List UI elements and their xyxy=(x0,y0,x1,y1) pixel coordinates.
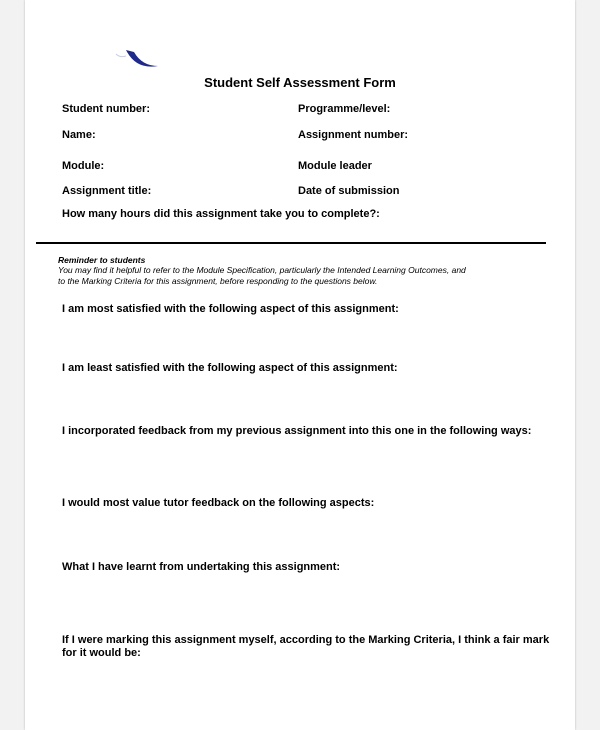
hours-question: How many hours did this assignment take you to complete?: xyxy=(62,208,380,220)
section-divider xyxy=(36,242,546,244)
reminder-heading: Reminder to students xyxy=(58,255,146,265)
module-leader-label: Module leader xyxy=(298,160,372,172)
question-least-satisfied: I am least satisfied with the following aspect of this assignment: xyxy=(62,362,398,374)
question-learnt: What I have learnt from undertaking this assignment: xyxy=(62,561,341,573)
student-number-label: Student number: xyxy=(62,103,150,115)
question-fair-mark: If I were marking this assignment myself, according to the Marking Criteria, I think a fair mark for it would be: xyxy=(62,634,550,659)
programme-level-label: Programme/level: xyxy=(298,103,391,115)
form-title: Student Self Assessment Form xyxy=(204,75,396,90)
reminder-line-1: You may find it helpful to refer to the Module Specification, particularly the Intended Learning Outcomes, and xyxy=(58,265,466,275)
reminder-line-2: to the Marking Criteria for this assignment, before responding to the questions below. xyxy=(58,275,378,286)
assignment-number-label: Assignment number: xyxy=(298,129,409,141)
module-label: Module: xyxy=(62,160,105,172)
date-of-submission-label: Date of submission xyxy=(298,185,400,197)
logo-swoosh-icon xyxy=(86,36,166,76)
question-value-feedback: I would most value tutor feedback on the following aspects: xyxy=(62,497,375,509)
question-most-satisfied: I am most satisfied with the following aspect of this assignment: xyxy=(62,303,399,315)
name-label: Name: xyxy=(62,129,96,141)
reminder-text xyxy=(58,265,528,286)
question-incorporated-feedback: I incorporated feedback from my previous assignment into this one in the following ways: xyxy=(62,425,532,437)
assignment-title-label: Assignment title: xyxy=(62,185,152,197)
